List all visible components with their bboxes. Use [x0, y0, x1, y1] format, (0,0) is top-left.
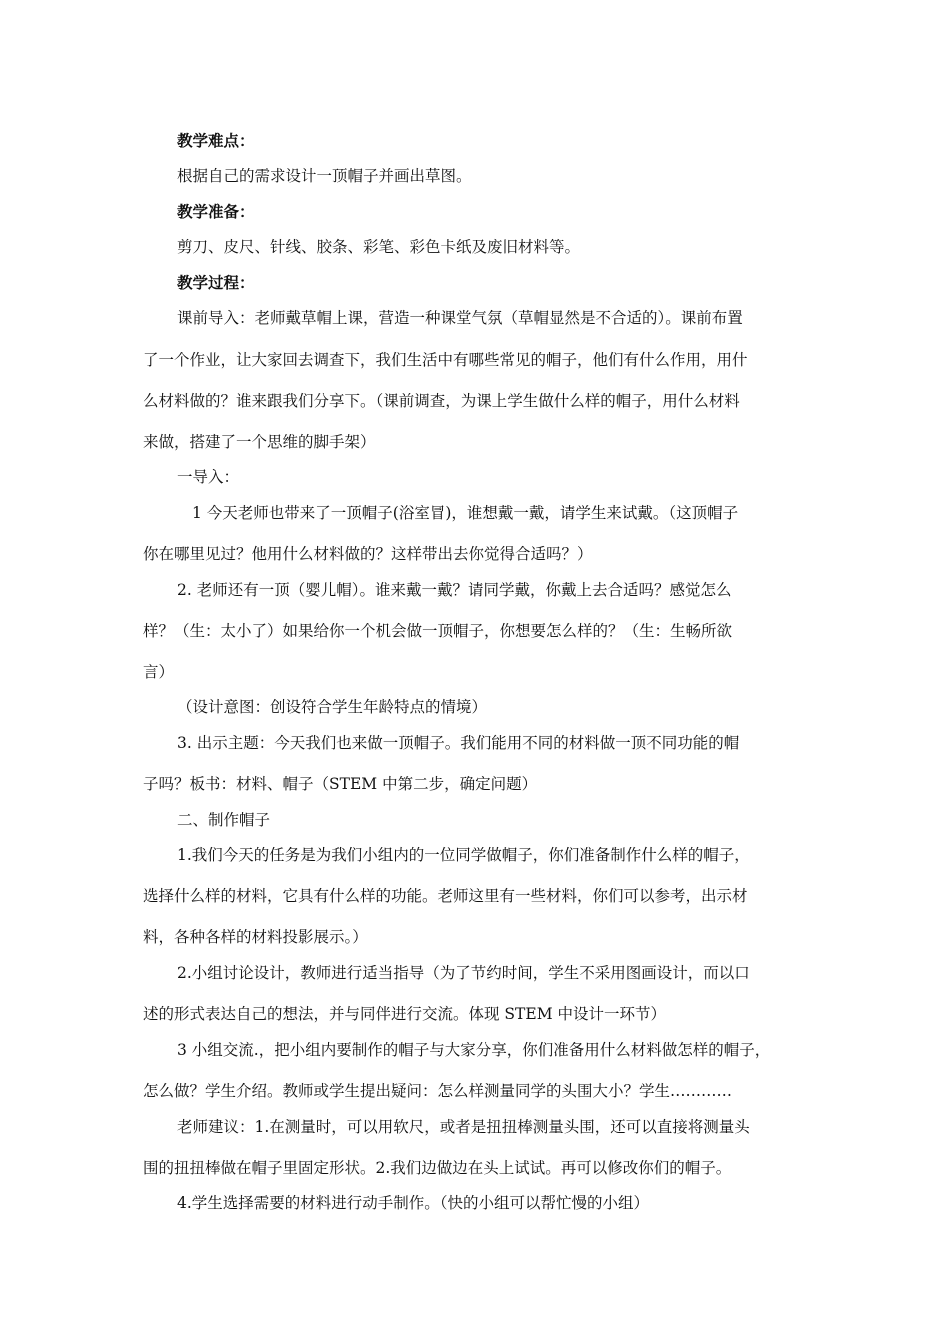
paragraph-line: 子吗？板书：材料、帽子（STEM 中第二步，确定问题）	[143, 775, 538, 793]
paragraph-line: 2.小组讨论设计，教师进行适当指导（为了节约时间，学生不采用图画设计，而以口	[177, 964, 750, 982]
paragraph-line: 二、制作帽子	[177, 811, 271, 829]
paragraph-line: 了一个作业，让大家回去调查下，我们生活中有哪些常见的帽子，他们有什么作用，用什	[143, 351, 748, 369]
paragraph-line: 3 小组交流.，把小组内要制作的帽子与大家分享，你们准备用什么材料做怎样的帽子，	[177, 1041, 771, 1059]
paragraph-line: 1 今天老师也带来了一顶帽子(浴室冒)，谁想戴一戴，请学生来试戴。（这顶帽子	[192, 504, 739, 522]
paragraph-line: 料，各种各样的材料投影展示。）	[143, 928, 368, 946]
difficulty-heading: 教学难点：	[177, 131, 255, 150]
paragraph-line: 课前导入：老师戴草帽上课，营造一种课堂气氛（草帽显然是不合适的）。课前布置	[177, 309, 743, 327]
paragraph-line: 样？（生：太小了）如果给你一个机会做一顶帽子，你想要怎么样的？（生：生畅所欲	[143, 622, 733, 640]
paragraph-line: （设计意图：创设符合学生年龄特点的情境）	[177, 698, 488, 716]
paragraph-line: 围的扭扭棒做在帽子里固定形状。2.我们边做边在头上试试。再可以修改你们的帽子。	[143, 1159, 732, 1177]
prep-heading: 教学准备：	[177, 202, 255, 221]
difficulty-body: 根据自己的需求设计一顶帽子并画出草图。	[177, 167, 472, 185]
paragraph-line: 么材料做的？谁来跟我们分享下。（课前调查，为课上学生做什么样的帽子，用什么材料	[143, 392, 740, 410]
prep-body: 剪刀、皮尺、针线、胶条、彩笔、彩色卡纸及废旧材料等。	[177, 238, 581, 256]
paragraph-line: 3. 出示主题：今天我们也来做一顶帽子。我们能用不同的材料做一顶不同功能的帽	[177, 734, 740, 752]
paragraph-line: 老师建议：1.在测量时，可以用软尺，或者是扭扭棒测量头围，还可以直接将测量头	[177, 1118, 750, 1136]
paragraph-line: 怎么做？学生介绍。教师或学生提出疑问：怎么样测量同学的头围大小？学生…………	[143, 1082, 733, 1100]
paragraph-line: 来做，搭建了一个思维的脚手架）	[143, 433, 376, 451]
paragraph-line: 言）	[143, 663, 175, 681]
paragraph-line: 述的形式表达自己的想法，并与同伴进行交流。体现 STEM 中设计一环节）	[143, 1005, 666, 1023]
process-heading: 教学过程：	[177, 273, 255, 292]
paragraph-line: 4.学生选择需要的材料进行动手制作。（快的小组可以帮忙慢的小组）	[177, 1194, 650, 1212]
paragraph-line: 2. 老师还有一顶（婴儿帽）。谁来戴一戴？请同学戴，你戴上去合适吗？感觉怎么	[177, 581, 732, 599]
paragraph-line: 一导入：	[177, 468, 240, 486]
paragraph-line: 选择什么样的材料，它具有什么样的功能。老师这里有一些材料，你们可以参考，出示材	[143, 887, 748, 905]
paragraph-line: 你在哪里见过？他用什么材料做的？这样带出去你觉得合适吗？）	[143, 545, 593, 563]
paragraph-line: 1.我们今天的任务是为我们小组内的一位同学做帽子，你们准备制作什么样的帽子，	[177, 846, 750, 864]
